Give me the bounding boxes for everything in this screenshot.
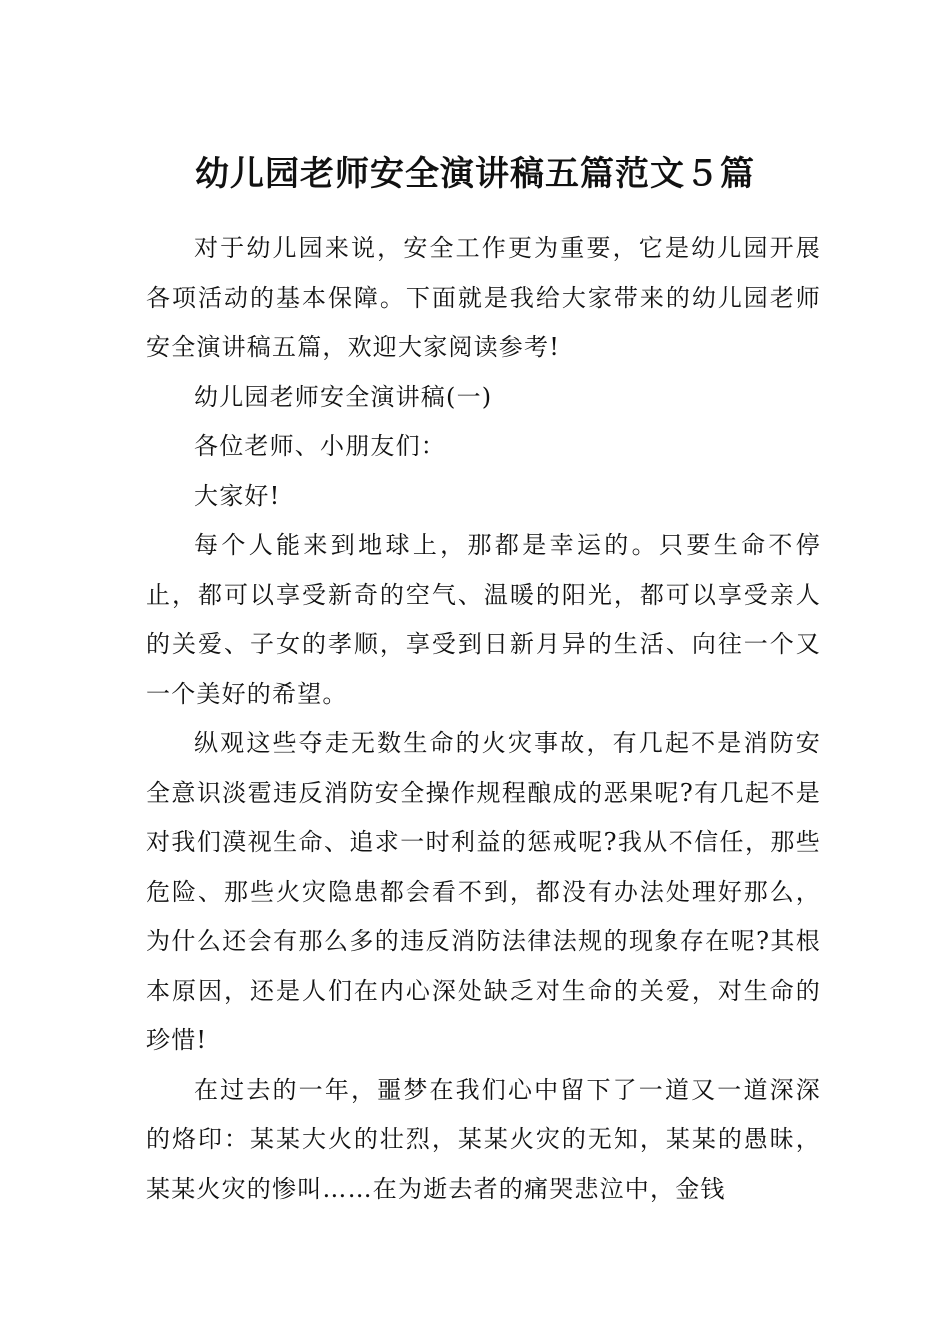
body-paragraph: 在过去的一年，噩梦在我们心中留下了一道又一道深深的烙印：某某大火的壮烈，某某火灾的无知，某某的愚昧，某某火灾的惨叫……在为逝去者的痛哭悲泣中，金钱 bbox=[146, 1075, 821, 1203]
document-body bbox=[146, 224, 821, 1214]
body-paragraph: 纵观这些夺走无数生命的火灾事故，有几起不是消防安全意识淡雹违反消防安全操作规程酿成的恶果呢?有几起不是对我们漠视生命、追求一时利益的惩戒呢?我从不信任，那些危险、那些火灾隐患都会看不到，都没有办法处理好那么，为什么还会有那么多的违反消防法律法规的现象存在呢?其根本原因，还是人们在内心深处缺乏对生命的关爱，对生命的珍惜! bbox=[146, 729, 821, 1054]
salutation: 各位老师、小朋友们： bbox=[194, 432, 446, 460]
body-paragraph: 每个人能来到地球上，那都是幸运的。只要生命不停止，都可以享受新奇的空气、温暖的阳光，都可以享受亲人的关爱、子女的孝顺，享受到日新月异的生活、向往一个又一个美好的希望。 bbox=[146, 531, 821, 708]
section-heading: 幼儿园老师安全演讲稿(一) bbox=[194, 382, 493, 411]
greeting: 大家好! bbox=[194, 481, 281, 510]
document-title: 幼儿园老师安全演讲稿五篇范文５篇 bbox=[195, 153, 755, 194]
intro-paragraph: 对于幼儿园来说，安全工作更为重要，它是幼儿园开展各项活动的基本保障。下面就是我给大家带来的幼儿园老师安全演讲稿五篇，欢迎大家阅读参考! bbox=[146, 234, 821, 361]
